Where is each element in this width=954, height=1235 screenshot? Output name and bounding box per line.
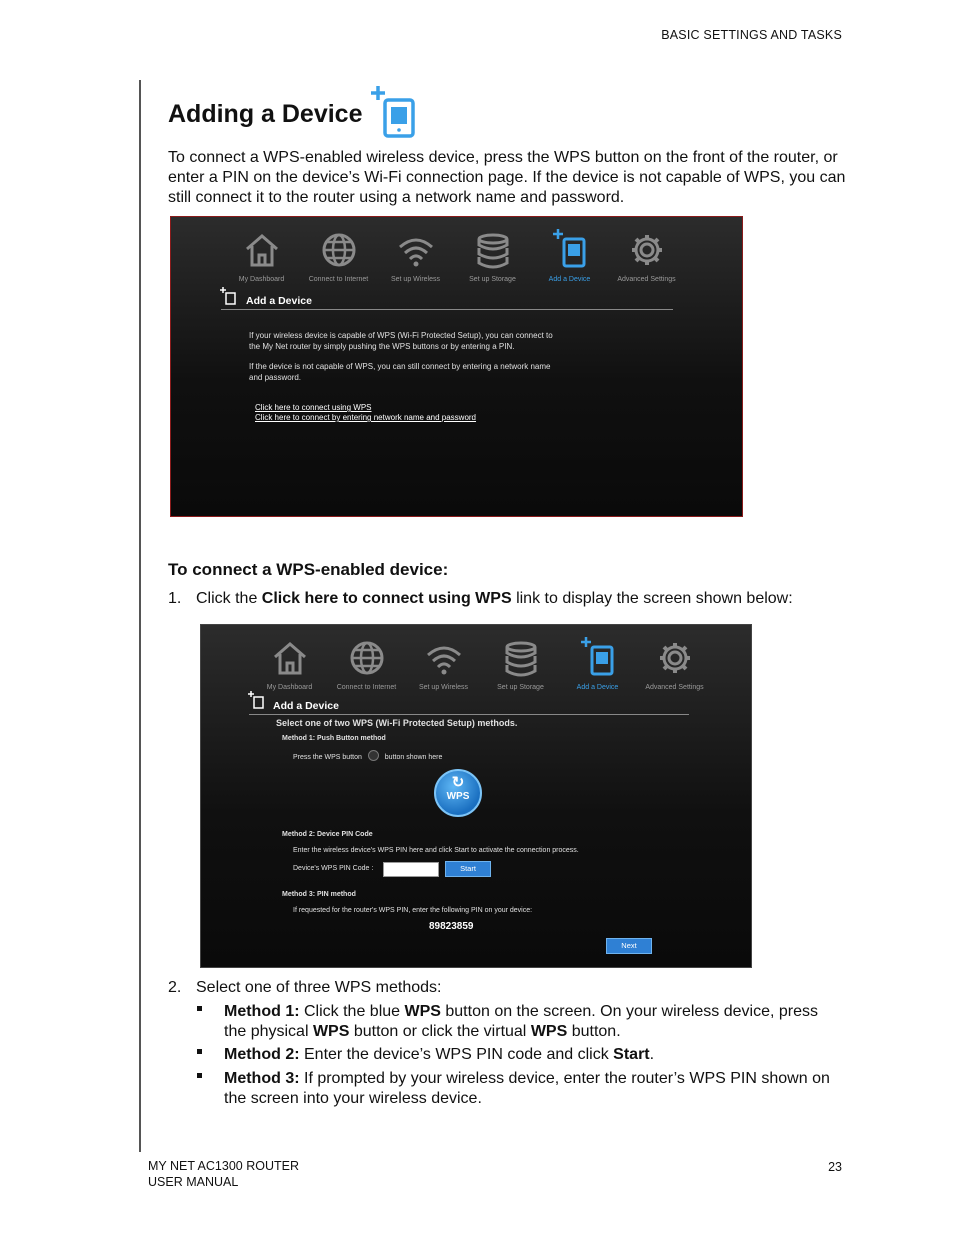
footer-title: MY NET AC1300 ROUTER USER MANUAL [148,1159,299,1189]
add-device-small-icon [219,287,237,305]
storage-icon [501,637,541,679]
nav-label: Advanced Settings [645,684,704,691]
nav-label: Add a Device [548,276,591,283]
method-1-heading: Method 1: Push Button method [282,735,386,742]
method-3-text: If requested for the router's WPS PIN, enter the following PIN on your device: [293,907,533,914]
nav-label: Advanced Settings [617,276,676,283]
nav-advanced[interactable] [636,637,713,691]
nav-label: Set up Storage [497,684,544,691]
home-icon [270,637,310,679]
nav-bar [251,637,713,691]
nav-storage[interactable] [482,637,559,691]
nav-wireless[interactable] [377,229,454,283]
bullet-marker [197,1049,202,1054]
add-device-icon [368,84,418,140]
nav-wireless[interactable] [405,637,482,691]
page-number: 23 [828,1160,842,1174]
add-device-icon [578,637,618,679]
wps-arrows-icon: ↻ [451,774,465,791]
add-device-small-icon [247,691,265,709]
method-2-text: Enter the wireless device's WPS PIN here and click Start to activate the connection process. [293,847,579,854]
running-header: BASIC SETTINGS AND TASKS [661,28,842,42]
section-heading: Add a Device [246,295,312,307]
method-2-heading: Method 2: Device PIN Code [282,831,373,838]
nav-label: Set up Wireless [418,684,469,691]
storage-icon [473,229,513,271]
margin-rule [139,80,141,1152]
nav-bar [223,229,685,283]
nav-connect-internet[interactable] [300,229,377,283]
wifi-icon [424,637,464,679]
nav-storage[interactable] [454,229,531,283]
section-heading: To connect a WPS-enabled device: [168,560,449,579]
nav-label: Connect to Internet [308,276,369,283]
home-icon [242,229,282,271]
info-text: If your wireless device is capable of WPS (Wi-Fi Protected Setup), you can connect to the My Net router by simply pushing the WPS buttons or by entering a PIN. [249,331,553,351]
intro-paragraph: To connect a WPS-enabled wireless device, press the WPS button on the front of the router, or enter a PIN on the device’s Wi-Fi connection page. If the device is not capable of WPS, you can still connect it to the router using a network name and password. [168,149,846,206]
globe-icon [319,229,359,271]
router-pin: 89823859 [429,921,474,932]
section-heading: Add a Device [273,700,339,712]
gear-icon [627,229,667,271]
start-button[interactable]: Start [445,861,491,877]
nav-advanced[interactable] [608,229,685,283]
method-1-text: Press the WPS button button shown here [293,750,442,764]
nav-connect-internet[interactable] [328,637,405,691]
connect-wps-link[interactable]: Click here to connect using WPS [255,403,372,412]
wifi-icon [396,229,436,271]
globe-icon [347,637,387,679]
wps-button[interactable]: ↻ WPS [434,769,482,817]
screenshot-add-device [170,216,743,517]
divider [221,309,673,310]
pin-label: Device's WPS PIN Code : [293,865,374,872]
info-text: If the device is not capable of WPS, you can still connect by entering a network name and password. [249,362,551,382]
nav-my-dashboard[interactable] [251,637,328,691]
nav-label: My Dashboard [266,684,313,691]
page-title: Adding a Device [168,100,363,128]
pin-input[interactable] [383,862,439,877]
next-button[interactable]: Next [606,938,652,954]
connect-password-link[interactable]: Click here to connect by entering network name and password [255,413,477,422]
add-device-icon [550,229,590,271]
nav-label: Set up Wireless [390,276,441,283]
wps-mini-icon [368,750,379,761]
nav-label: Add a Device [576,684,619,691]
screenshot-wps-methods [200,624,752,968]
select-method-text: Select one of two WPS (Wi-Fi Protected Setup) methods. [276,718,518,728]
nav-label: My Dashboard [238,276,285,283]
divider [249,714,689,715]
bullet-marker [197,1006,202,1011]
nav-label: Connect to Internet [336,684,397,691]
nav-add-device[interactable] [559,637,636,691]
nav-label: Set up Storage [469,276,516,283]
nav-add-device[interactable] [531,229,608,283]
nav-my-dashboard[interactable] [223,229,300,283]
bullet-marker [197,1073,202,1078]
gear-icon [655,637,695,679]
method-3-heading: Method 3: PIN method [282,891,356,898]
